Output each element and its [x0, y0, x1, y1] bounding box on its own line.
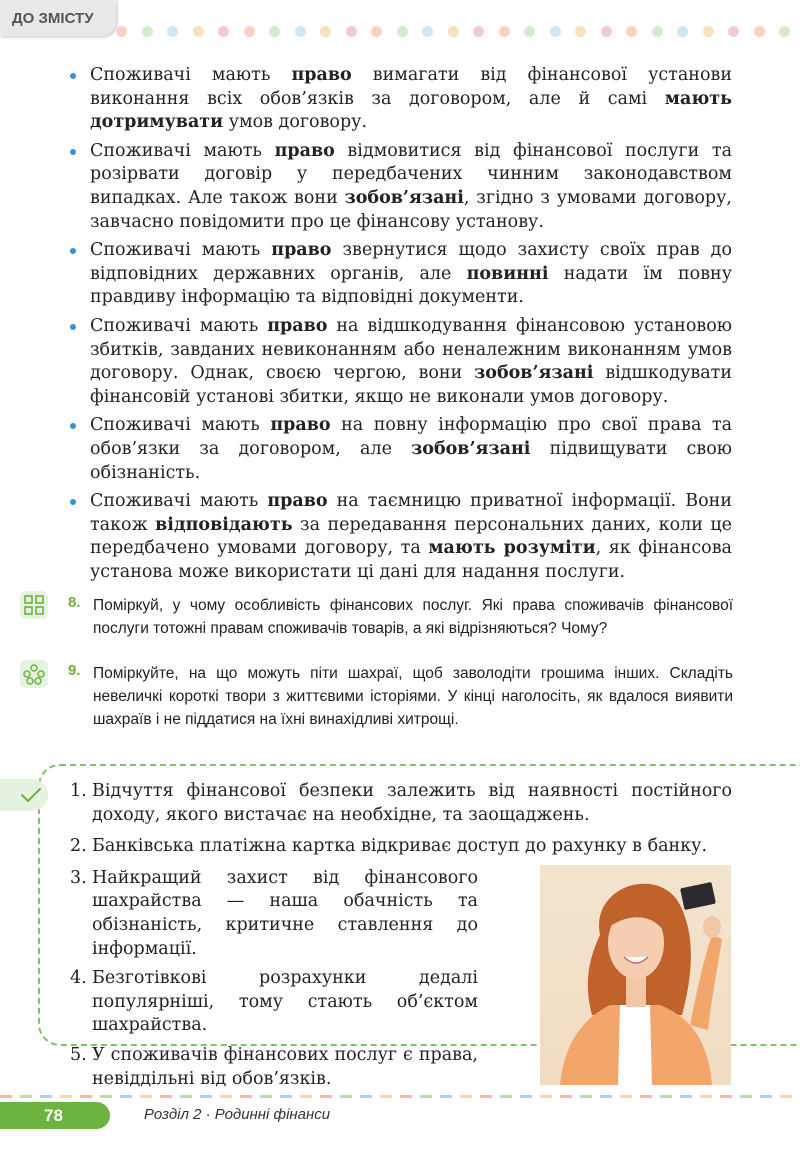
footer-dash-segment [320, 1095, 332, 1098]
decorative-dot [728, 26, 739, 37]
text-segment: Споживачі мають [90, 315, 268, 336]
text-segment: Споживачі мають [90, 65, 292, 85]
text-segment: Споживачі мають [90, 491, 268, 512]
decorative-dot [422, 26, 433, 37]
footer-dash-segment [620, 1095, 632, 1098]
summary-item [70, 867, 478, 961]
bold-term: право [270, 415, 331, 436]
footer-dash-segment [680, 1095, 692, 1098]
bold-term: відповідають [155, 514, 293, 535]
text-segment: звернутися щодо захисту своїх прав до відповідних державних органів, але [90, 240, 732, 284]
decorative-dot [193, 26, 204, 37]
decorative-dot [371, 26, 382, 37]
footer-dash-segment [220, 1095, 232, 1098]
rights-bullet-list [68, 64, 732, 589]
summary-number: 3. [70, 867, 87, 888]
footer-dash-segment [420, 1095, 432, 1098]
bold-term: право [271, 240, 332, 261]
summary-number: 2. [70, 836, 87, 857]
summary-item [70, 1044, 478, 1091]
decorative-dot [601, 26, 612, 37]
footer-dash-segment [540, 1095, 552, 1098]
decorative-dot [575, 26, 586, 37]
footer-dash-segment [760, 1095, 772, 1098]
rights-bullet-item [68, 140, 732, 234]
footer-dash-segment [0, 1095, 12, 1098]
decorative-dot [244, 26, 255, 37]
footer-dashed-line [0, 1095, 800, 1099]
rights-bullet-item [68, 315, 732, 409]
footer-dash-segment [60, 1095, 72, 1098]
rights-bullet-item [68, 490, 732, 584]
footer-dash-segment [700, 1095, 712, 1098]
footer-dash-segment [180, 1095, 192, 1098]
footer-dash-segment [20, 1095, 32, 1098]
text-segment: умов договору. [223, 112, 368, 133]
footer-dash-segment [360, 1095, 372, 1098]
bold-term: мають розуміти [428, 538, 596, 559]
summary-item [70, 780, 732, 827]
decorative-dot [397, 26, 408, 37]
footer-dash-segment [480, 1095, 492, 1098]
footer-dash-segment [580, 1095, 592, 1098]
footer-dash-segment [120, 1095, 132, 1098]
bold-term: право [267, 491, 328, 512]
decorative-dot [346, 26, 357, 37]
footer-dash-segment [160, 1095, 172, 1098]
decorative-dot [142, 26, 153, 37]
rights-bullet-item [68, 64, 732, 135]
decorative-dot [320, 26, 331, 37]
decorative-dot [652, 26, 663, 37]
text-segment: за передавання персональних даних, коли це передбачено умовами договору, та [90, 514, 732, 559]
footer-dash-segment [80, 1095, 92, 1098]
footer-dash-segment [460, 1095, 472, 1098]
rights-bullet-item [68, 414, 732, 485]
decorative-dot [269, 26, 280, 37]
bold-term: право [274, 140, 335, 161]
summary-text: Найкращий захист від фінансового шахрайства — наша обачність та обізнаність, критичне ставлення до інформації. [92, 867, 478, 959]
summary-number: 4. [70, 968, 87, 989]
bold-term: зобов’язані [474, 363, 594, 384]
task-text: Поміркуйте, на що можуть піти шахраї, щоб заволодіти грошима інших. Складіть невеличкі короткі твори з життєвими історіями. У кінці наголосіть, як вдалося виявити шахраїв і не піддатися на їхні винахідливі хитрощі. [93, 665, 733, 728]
text-segment: на повну інформацію про свої права та обов’язки за договором, але [90, 415, 733, 459]
footer-dash-segment [280, 1095, 292, 1098]
decorative-dot [116, 26, 127, 37]
decorative-dot [677, 26, 688, 37]
footer-dash-segment [100, 1095, 112, 1098]
check-icon [0, 779, 48, 811]
footer-dash-segment [500, 1095, 512, 1098]
text-segment: Споживачі мають [90, 140, 275, 161]
footer-dash-segment [440, 1095, 452, 1098]
decorative-dot [295, 26, 306, 37]
footer-dash-segment [200, 1095, 212, 1098]
bold-term: зобов’язані [344, 187, 464, 208]
text-segment: на відшкодування фінансовою установою збитків, завданих невиконанням або неналежним виконанням умов договору. Однак, своєю чергою, вони [90, 315, 733, 384]
summary-number: 1. [70, 781, 87, 801]
woman-with-card-photo [540, 865, 731, 1085]
footer-dash-segment [660, 1095, 672, 1098]
toc-button[interactable]: ДО ЗМІСТУ [0, 0, 116, 36]
rights-bullet-item [68, 239, 732, 310]
summary-item [70, 835, 732, 859]
decorative-dot [703, 26, 714, 37]
footer-dash-segment [140, 1095, 152, 1098]
text-segment: на таємницю приватної інформації. Вони також [90, 491, 732, 535]
decorative-dot [524, 26, 535, 37]
summary-text: Банківська платіжна картка відкриває доступ до рахунку в банку. [92, 836, 708, 857]
section-title: Розділ 2 · Родинні фінанси [144, 1106, 331, 1123]
text-segment: , згідно з умовами договору, завчасно повідомити про це фінансову установу. [90, 187, 732, 232]
decorative-dot [473, 26, 484, 37]
text-segment: надати їм повну правдиву інформацію та відповідні документи. [90, 263, 733, 308]
footer-dash-segment [260, 1095, 272, 1098]
text-segment: відшкодувати фінансовій установі збитки, якщо не виконали умов договору. [90, 363, 732, 407]
bold-term: повинні [466, 263, 549, 284]
bold-term: право [267, 315, 328, 336]
footer-dash-segment [400, 1095, 412, 1098]
footer-dash-segment [380, 1095, 392, 1098]
summary-text: Відчуття фінансової безпеки залежить від наявності постійного доходу, якого вистачає на необхідне, та заощаджень. [92, 781, 732, 825]
text-segment: Споживачі мають [90, 415, 271, 436]
text-segment: , як фінансова установа може використати ці дані для надання послуги. [90, 538, 732, 582]
footer-dash-segment [740, 1095, 752, 1098]
decorative-dot [448, 26, 459, 37]
footer-dash-segment [300, 1095, 312, 1098]
group-icon [20, 660, 48, 688]
task-number: 8. [68, 594, 81, 611]
decorative-dot [167, 26, 178, 37]
decorative-dots [112, 26, 800, 40]
decorative-dot [218, 26, 229, 37]
footer-dash-segment [340, 1095, 352, 1098]
text-segment: вимагати від фінансової установи виконання всіх обов’язків за договором, але й самі [90, 65, 733, 109]
footer-dash-segment [240, 1095, 252, 1098]
footer-dash-segment [720, 1095, 732, 1098]
footer-dash-segment [600, 1095, 612, 1098]
summary-item [70, 967, 478, 1038]
bold-term: право [291, 65, 352, 85]
decorative-dot [754, 26, 765, 37]
text-segment: відмовитися від фінансової послуги та розірвати договір у передбачених чинним законодавством випадках. Але також вони [90, 140, 733, 208]
decorative-dot [550, 26, 561, 37]
decorative-dot [499, 26, 510, 37]
grid-icon [20, 591, 48, 619]
decorative-dot [626, 26, 637, 37]
text-segment: підвищувати свою обізнаність. [90, 438, 732, 483]
page-number: 78 [0, 1102, 110, 1129]
bold-term: мають дотримувати [90, 88, 732, 133]
footer-dash-segment [640, 1095, 652, 1098]
task-number: 9. [68, 662, 81, 679]
summary-text: Безготівкові розрахунки дедалі популярніші, тому стають об’єктом шахрайства. [92, 968, 478, 1036]
task-text: Поміркуй, у чому особливість фінансових послуг. Які права споживачів фінансової послуги тотожні правам споживачів товарів, а які відрізняються? Чому? [93, 597, 733, 637]
footer-dash-segment [520, 1095, 532, 1098]
text-segment: Споживачі мають [90, 240, 272, 261]
bold-term: зобов’язані [411, 438, 531, 459]
summary-number: 5. [70, 1044, 87, 1065]
footer-dash-segment [780, 1095, 792, 1098]
summary-text: У споживачів фінансових послуг є права, невіддільні від обов’язків. [92, 1044, 478, 1089]
footer-dash-segment [40, 1095, 52, 1098]
decorative-dot [779, 26, 790, 37]
footer-dash-segment [560, 1095, 572, 1098]
